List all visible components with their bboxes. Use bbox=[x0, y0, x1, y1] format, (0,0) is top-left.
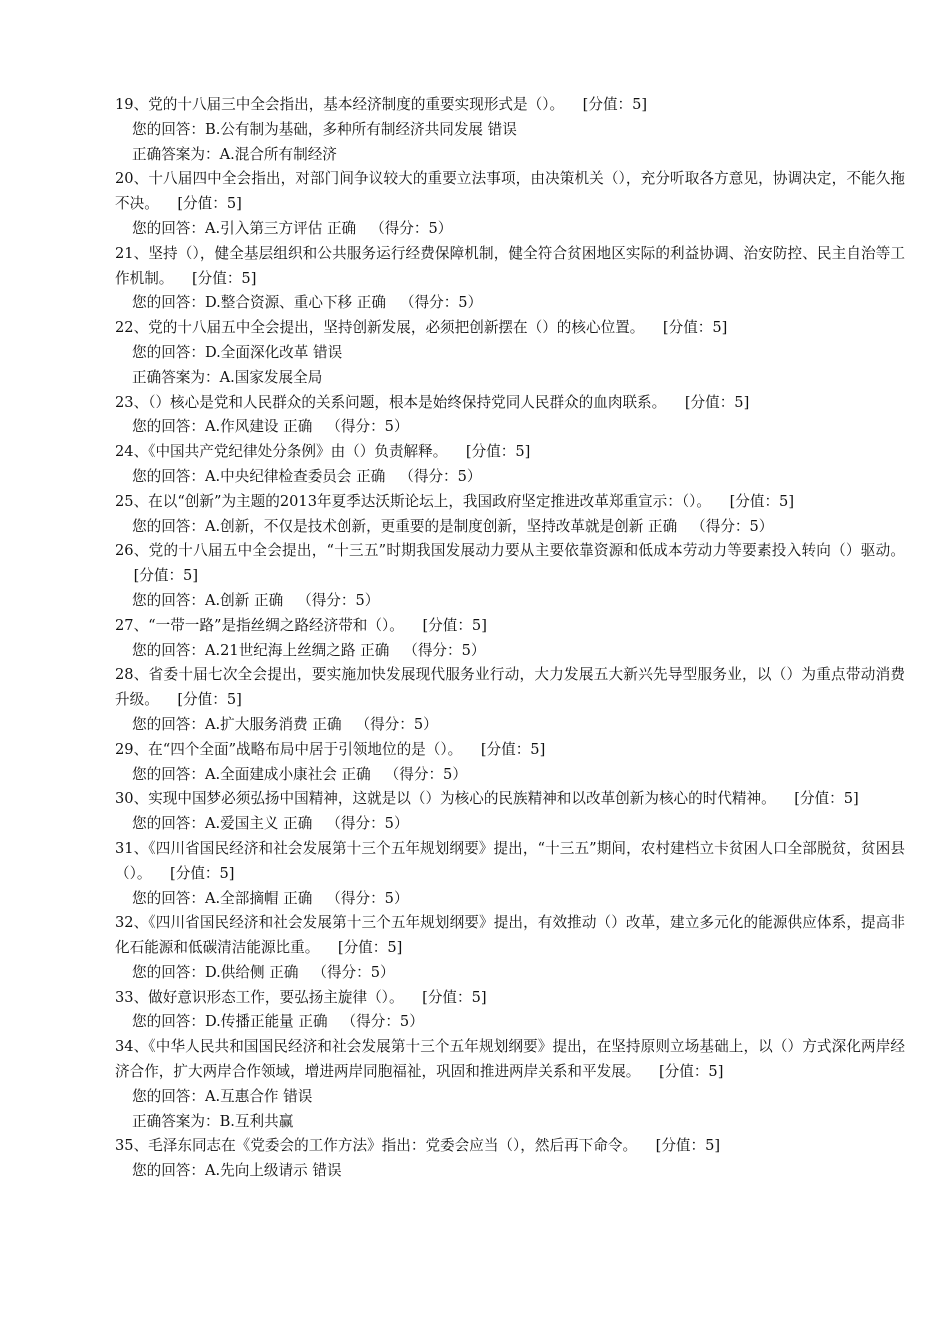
answer-text: 您的回答：A.先向上级请示 bbox=[132, 1162, 308, 1180]
answer-verdict: 正确 bbox=[356, 294, 386, 312]
question-score: [分值：5] bbox=[658, 1063, 724, 1081]
question-stem: 30、实现中国梦必须弘扬中国精神，这就是以（）为核心的民族精神和以改革创新为核心的时代精神。 bbox=[115, 790, 776, 808]
your-answer bbox=[115, 1159, 905, 1184]
question-text bbox=[115, 167, 905, 217]
answer-verdict: 正确 bbox=[253, 591, 284, 609]
answer-text: 您的回答：B.公有制为基础，多种所有制经济共同发展 bbox=[132, 120, 484, 138]
question-stem: 24、《中国共产党纪律处分条例》由（）负责解释。 bbox=[115, 443, 448, 461]
question-text bbox=[115, 391, 905, 416]
question-score: [分值：5] bbox=[684, 393, 750, 411]
answer-text: 您的回答：A.互惠合作 bbox=[132, 1087, 279, 1105]
your-answer bbox=[115, 961, 905, 986]
question-score: [分值：5] bbox=[133, 567, 199, 585]
answer-text: 您的回答：A.爱国主义 bbox=[132, 815, 279, 833]
answer-verdict: 正确 bbox=[283, 418, 313, 436]
question-score: [分值：5] bbox=[337, 939, 403, 957]
question-score: [分值：5] bbox=[465, 443, 531, 461]
answer-verdict: 正确 bbox=[356, 467, 386, 485]
answer-points: （得分：5） bbox=[312, 963, 395, 981]
answer-verdict: 正确 bbox=[341, 765, 371, 783]
answer-text: 您的回答：A.创新 bbox=[132, 591, 250, 609]
answer-text: 您的回答：D.传播正能量 bbox=[132, 1013, 294, 1031]
answer-verdict: 错误 bbox=[313, 343, 343, 361]
answer-text: 您的回答：A.扩大服务消费 bbox=[132, 715, 308, 733]
question-item bbox=[115, 787, 905, 837]
question-stem: 26、党的十八届五中全会提出，“十三五”时期我国发展动力要从主要依靠资源和低成本劳动力等要素投入转向（）驱动。 bbox=[115, 542, 905, 560]
answer-points: （得分：5） bbox=[355, 715, 438, 733]
question-stem: 25、在以“创新”为主题的2013年夏季达沃斯论坛上，我国政府坚定推进改革郑重宣示：（）。 bbox=[115, 492, 712, 510]
your-answer bbox=[115, 341, 905, 366]
question-score: [分值：5] bbox=[422, 988, 487, 1006]
question-item bbox=[115, 316, 905, 390]
question-stem: 22、党的十八届五中全会提出，坚持创新发展，必须把创新摆在（）的核心位置。 bbox=[115, 319, 645, 337]
question-stem: 34、《中华人民共和国国民经济和社会发展第十三个五年规划纲要》提出，在坚持原则立场基础上，以（）方式深化两岸经济合作，扩大两岸合作领域，增进两岸同胞福祉，巩固和推进两岸关系和平发展。 bbox=[115, 1038, 905, 1081]
question-stem: 27、“一带一路”是指丝绸之路经济带和（）。 bbox=[115, 616, 404, 634]
answer-points: （得分：5） bbox=[384, 765, 467, 783]
question-stem: 28、省委十届七次全会提出，要实施加快发展现代服务业行动，大力发展五大新兴先导型服务业，以（）为重点带动消费升级。 bbox=[115, 666, 905, 709]
question-text bbox=[115, 614, 905, 639]
answer-text: 您的回答：A.全部摘帽 bbox=[132, 889, 279, 907]
answer-verdict: 正确 bbox=[326, 219, 357, 237]
answer-text: 您的回答：A.全面建成小康社会 bbox=[132, 765, 337, 783]
question-text bbox=[115, 837, 905, 887]
question-stem: 23、（）核心是党和人民群众的关系问题，根本是始终保持党同人民群众的血肉联系。 bbox=[115, 393, 667, 411]
answer-points: （得分：5） bbox=[297, 591, 380, 609]
question-text bbox=[115, 316, 905, 341]
question-text bbox=[115, 911, 905, 961]
answer-verdict: 正确 bbox=[360, 641, 390, 659]
question-item bbox=[115, 986, 905, 1036]
question-score: [分值：5] bbox=[729, 492, 795, 510]
answer-verdict: 正确 bbox=[648, 517, 678, 535]
answer-text: 您的回答：D.整合资源、重心下移 bbox=[132, 294, 353, 312]
question-text bbox=[115, 986, 905, 1011]
question-item bbox=[115, 242, 905, 316]
answer-verdict: 错误 bbox=[283, 1087, 313, 1105]
answer-verdict: 正确 bbox=[298, 1013, 328, 1031]
your-answer bbox=[115, 217, 905, 242]
answer-points: （得分：5） bbox=[691, 517, 774, 535]
answer-verdict: 正确 bbox=[312, 715, 342, 733]
question-item bbox=[115, 167, 905, 241]
your-answer bbox=[115, 291, 905, 316]
answer-points: （得分：5） bbox=[403, 641, 486, 659]
question-item bbox=[115, 1035, 905, 1134]
your-answer bbox=[115, 118, 905, 143]
question-stem: 21、坚持（），健全基层组织和公共服务运行经费保障机制，健全符合贫困地区实际的利益协调、治安防控、民主自治等工作机制。 bbox=[115, 244, 905, 287]
question-score: [分值：5] bbox=[177, 691, 242, 709]
your-answer bbox=[115, 812, 905, 837]
question-stem: 32、《四川省国民经济和社会发展第十三个五年规划纲要》提出，有效推动（）改革，建立多元化的能源供应体系，提高非化石能源和低碳清洁能源比重。 bbox=[115, 914, 905, 957]
question-stem: 20、十八届四中全会指出，对部门间争议较大的重要立法事项，由决策机关（），充分听取各方意见，协调决定，不能久拖不决。 bbox=[115, 170, 905, 213]
answer-text: 您的回答：A.创新，不仅是技术创新，更重要的是制度创新，坚持改革就是创新 bbox=[132, 517, 644, 535]
your-answer bbox=[115, 589, 905, 614]
answer-text: 您的回答：A.引入第三方评估 bbox=[132, 219, 323, 237]
question-stem: 19、党的十八届三中全会指出，基本经济制度的重要实现形式是（）。 bbox=[115, 96, 565, 113]
answer-verdict: 错误 bbox=[312, 1162, 342, 1180]
question-text bbox=[115, 93, 905, 118]
question-item bbox=[115, 440, 905, 490]
question-score: [分值：5] bbox=[422, 616, 487, 634]
answer-points: （得分：5） bbox=[370, 219, 453, 237]
answer-text: 您的回答：D.供给侧 bbox=[132, 963, 265, 981]
question-text bbox=[115, 242, 905, 292]
answer-points: （得分：5） bbox=[326, 418, 409, 436]
question-score: [分值：5] bbox=[170, 864, 235, 882]
answer-text: 您的回答：D.全面深化改革 bbox=[132, 343, 309, 361]
question-item bbox=[115, 93, 905, 167]
quiz-results-page bbox=[115, 93, 905, 1184]
question-text bbox=[115, 539, 905, 589]
question-score: [分值：5] bbox=[191, 269, 257, 287]
question-item bbox=[115, 539, 905, 613]
your-answer bbox=[115, 515, 905, 540]
your-answer bbox=[115, 1085, 905, 1110]
question-item bbox=[115, 490, 905, 540]
correct-answer: 正确答案为：B.互利共赢 bbox=[132, 1112, 294, 1130]
your-answer bbox=[115, 713, 905, 738]
question-stem: 31、《四川省国民经济和社会发展第十三个五年规划纲要》提出，“十三五”期间，农村建档立卡贫困人口全部脱贫，贫困县（）。 bbox=[115, 839, 905, 882]
correct-answer: 正确答案为：A.混合所有制经济 bbox=[132, 145, 337, 163]
question-text bbox=[115, 1134, 905, 1159]
question-text bbox=[115, 738, 905, 763]
question-score: [分值：5] bbox=[662, 319, 728, 337]
your-answer bbox=[115, 415, 905, 440]
answer-verdict: 错误 bbox=[487, 120, 517, 138]
question-score: [分值：5] bbox=[794, 790, 859, 808]
question-score: [分值：5] bbox=[480, 740, 546, 758]
answer-points: （得分：5） bbox=[326, 889, 409, 907]
question-text bbox=[115, 490, 905, 515]
answer-text: 您的回答：A.作风建设 bbox=[132, 418, 279, 436]
your-answer bbox=[115, 763, 905, 788]
your-answer bbox=[115, 465, 905, 490]
question-stem: 29、在“四个全面”战略布局中居于引领地位的是（）。 bbox=[115, 740, 463, 758]
answer-points: （得分：5） bbox=[399, 294, 483, 312]
answer-points: （得分：5） bbox=[326, 815, 409, 833]
your-answer bbox=[115, 639, 905, 664]
answer-verdict: 正确 bbox=[283, 815, 313, 833]
correct-answer: 正确答案为：A.国家发展全局 bbox=[132, 368, 323, 386]
question-stem: 33、做好意识形态工作，要弘扬主旋律（）。 bbox=[115, 988, 404, 1006]
question-item bbox=[115, 663, 905, 737]
question-text bbox=[115, 440, 905, 465]
question-text bbox=[115, 663, 905, 713]
answer-points: （得分：5） bbox=[341, 1013, 424, 1031]
question-item bbox=[115, 911, 905, 985]
answer-text: 您的回答：A.中央纪律检查委员会 bbox=[132, 467, 352, 485]
question-item bbox=[115, 1134, 905, 1184]
answer-verdict: 正确 bbox=[269, 963, 299, 981]
question-text bbox=[115, 787, 905, 812]
question-score: [分值：5] bbox=[177, 195, 242, 213]
question-text bbox=[115, 1035, 905, 1085]
answer-points: （得分：5） bbox=[399, 467, 482, 485]
your-answer bbox=[115, 887, 905, 912]
question-score: [分值：5] bbox=[655, 1137, 721, 1155]
answer-text: 您的回答：A.21世纪海上丝绸之路 bbox=[132, 641, 356, 659]
question-stem: 35、毛泽东同志在《党委会的工作方法》指出：党委会应当（），然后再下命令。 bbox=[115, 1137, 638, 1155]
answer-verdict: 正确 bbox=[283, 889, 313, 907]
question-item bbox=[115, 391, 905, 441]
question-item bbox=[115, 614, 905, 664]
question-item bbox=[115, 738, 905, 788]
question-item bbox=[115, 837, 905, 911]
your-answer bbox=[115, 1010, 905, 1035]
question-score: [分值：5] bbox=[582, 96, 648, 113]
